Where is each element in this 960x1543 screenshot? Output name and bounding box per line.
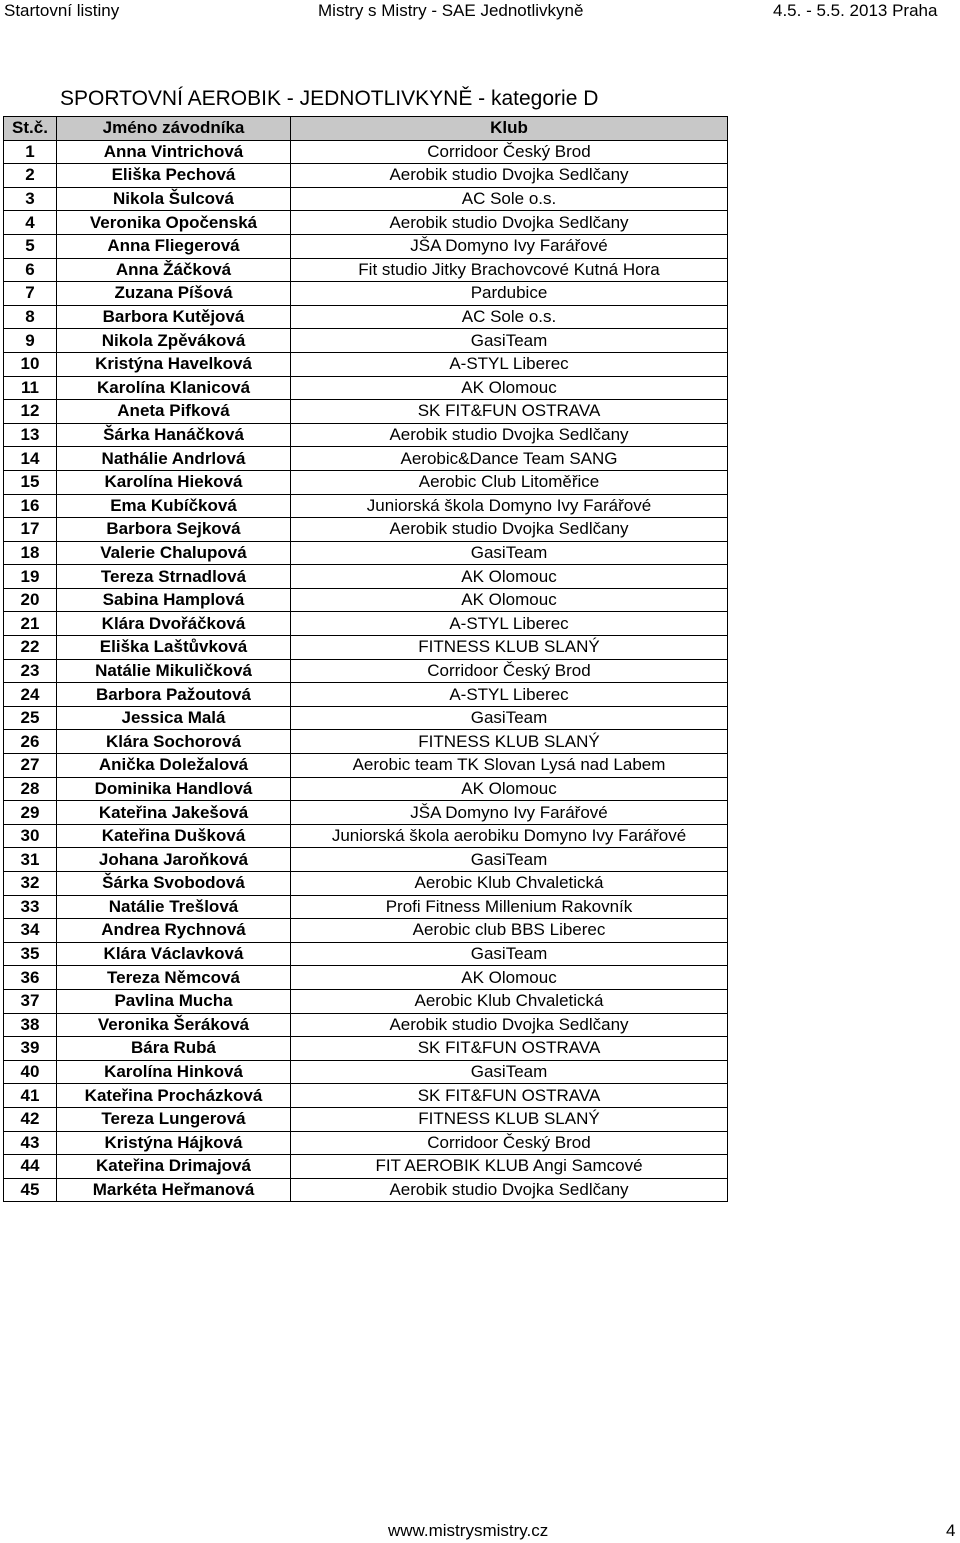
table-row	[4, 989, 728, 1013]
start-number-cell: 6	[4, 258, 57, 282]
table-row	[4, 588, 728, 612]
table-row	[4, 966, 728, 990]
start-number-cell: 29	[4, 801, 57, 825]
start-number-cell: 16	[4, 494, 57, 518]
table-row	[4, 447, 728, 471]
start-number-cell: 1	[4, 140, 57, 164]
club-cell: Corridoor Český Brod	[291, 140, 728, 164]
club-cell: JŠA Domyno Ivy Farářové	[291, 234, 728, 258]
competitor-name-cell: Nathálie Andrlová	[57, 447, 291, 471]
start-number-cell: 44	[4, 1155, 57, 1179]
table-row	[4, 824, 728, 848]
table-row	[4, 1084, 728, 1108]
club-cell: GasiTeam	[291, 329, 728, 353]
start-number-cell: 45	[4, 1178, 57, 1202]
club-cell: A-STYL Liberec	[291, 352, 728, 376]
competitor-name-cell: Bára Rubá	[57, 1037, 291, 1061]
club-cell: FITNESS KLUB SLANÝ	[291, 1107, 728, 1131]
start-number-cell: 41	[4, 1084, 57, 1108]
table-row	[4, 164, 728, 188]
table-row	[4, 1131, 728, 1155]
start-number-cell: 21	[4, 612, 57, 636]
club-cell: Pardubice	[291, 282, 728, 306]
table-row	[4, 1155, 728, 1179]
club-cell: Aerobic club BBS Liberec	[291, 919, 728, 943]
competitor-name-cell: Dominika Handlová	[57, 777, 291, 801]
club-cell: Juniorská škola Domyno Ivy Farářové	[291, 494, 728, 518]
competitor-name-cell: Kateřina Drimajová	[57, 1155, 291, 1179]
club-cell: SK FIT&FUN OSTRAVA	[291, 1084, 728, 1108]
competitor-name-cell: Anna Vintrichová	[57, 140, 291, 164]
table-row	[4, 518, 728, 542]
start-number-cell: 8	[4, 305, 57, 329]
table-row	[4, 1107, 728, 1131]
start-number-cell: 24	[4, 683, 57, 707]
competitor-name-cell: Markéta Heřmanová	[57, 1178, 291, 1202]
column-header-start-number: St.č.	[4, 117, 57, 141]
start-number-cell: 4	[4, 211, 57, 235]
club-cell: AC Sole o.s.	[291, 305, 728, 329]
header-event-name: Mistry s Mistry - SAE Jednotlivkyně	[318, 1, 584, 20]
club-cell: GasiTeam	[291, 541, 728, 565]
club-cell: Aerobic Klub Chvaletická	[291, 989, 728, 1013]
start-number-cell: 23	[4, 659, 57, 683]
competitor-name-cell: Valerie Chalupová	[57, 541, 291, 565]
competitor-name-cell: Kristýna Havelková	[57, 352, 291, 376]
competitor-name-cell: Natálie Mikuličková	[57, 659, 291, 683]
table-row	[4, 329, 728, 353]
competitor-name-cell: Šárka Svobodová	[57, 872, 291, 896]
table-row	[4, 305, 728, 329]
table-row	[4, 1178, 728, 1202]
club-cell: Aerobic&Dance Team SANG	[291, 447, 728, 471]
table-row	[4, 612, 728, 636]
club-cell: Corridoor Český Brod	[291, 1131, 728, 1155]
start-number-cell: 33	[4, 895, 57, 919]
competitor-name-cell: Veronika Opočenská	[57, 211, 291, 235]
competitor-name-cell: Sabina Hamplová	[57, 588, 291, 612]
competitor-name-cell: Barbora Pažoutová	[57, 683, 291, 707]
page-header	[0, 0, 960, 22]
table-row	[4, 1013, 728, 1037]
start-number-cell: 3	[4, 187, 57, 211]
club-cell: Aerobik studio Dvojka Sedlčany	[291, 164, 728, 188]
start-number-cell: 35	[4, 942, 57, 966]
start-number-cell: 12	[4, 400, 57, 424]
club-cell: Profi Fitness Millenium Rakovník	[291, 895, 728, 919]
club-cell: A-STYL Liberec	[291, 612, 728, 636]
club-cell: AK Olomouc	[291, 966, 728, 990]
club-cell: Aerobik studio Dvojka Sedlčany	[291, 518, 728, 542]
competitor-name-cell: Karolína Hinková	[57, 1060, 291, 1084]
start-number-cell: 7	[4, 282, 57, 306]
competitor-name-cell: Eliška Pechová	[57, 164, 291, 188]
start-number-cell: 20	[4, 588, 57, 612]
start-number-cell: 32	[4, 872, 57, 896]
table-row	[4, 777, 728, 801]
club-cell: JŠA Domyno Ivy Farářové	[291, 801, 728, 825]
footer-page-number: 4	[946, 1521, 956, 1540]
competitor-name-cell: Jessica Malá	[57, 706, 291, 730]
competitor-name-cell: Barbora Kutějová	[57, 305, 291, 329]
table-row	[4, 541, 728, 565]
start-number-cell: 13	[4, 423, 57, 447]
table-row	[4, 140, 728, 164]
club-cell: SK FIT&FUN OSTRAVA	[291, 1037, 728, 1061]
club-cell: Aerobik studio Dvojka Sedlčany	[291, 211, 728, 235]
club-cell: Aerobik studio Dvojka Sedlčany	[291, 1178, 728, 1202]
page-title: SPORTOVNÍ AEROBIK - JEDNOTLIVKYNĚ - kategorie D	[60, 87, 599, 110]
table-row	[4, 470, 728, 494]
club-cell: Aerobic team TK Slovan Lysá nad Labem	[291, 754, 728, 778]
table-row	[4, 282, 728, 306]
start-number-cell: 5	[4, 234, 57, 258]
competitor-name-cell: Tereza Strnadlová	[57, 565, 291, 589]
club-cell: GasiTeam	[291, 1060, 728, 1084]
club-cell: AK Olomouc	[291, 376, 728, 400]
start-number-cell: 38	[4, 1013, 57, 1037]
start-number-cell: 39	[4, 1037, 57, 1061]
table-row	[4, 659, 728, 683]
start-number-cell: 9	[4, 329, 57, 353]
start-number-cell: 25	[4, 706, 57, 730]
competitor-name-cell: Aneta Pifková	[57, 400, 291, 424]
club-cell: Aerobic Club Litoměřice	[291, 470, 728, 494]
start-number-cell: 30	[4, 824, 57, 848]
table-row	[4, 848, 728, 872]
club-cell: FITNESS KLUB SLANÝ	[291, 636, 728, 660]
club-cell: Aerobik studio Dvojka Sedlčany	[291, 1013, 728, 1037]
club-cell: FIT AEROBIK KLUB Angi Samcové	[291, 1155, 728, 1179]
club-cell: AK Olomouc	[291, 588, 728, 612]
competitor-name-cell: Nikola Šulcová	[57, 187, 291, 211]
competitor-name-cell: Tereza Němcová	[57, 966, 291, 990]
table-row	[4, 234, 728, 258]
start-number-cell: 14	[4, 447, 57, 471]
competitor-name-cell: Zuzana Píšová	[57, 282, 291, 306]
club-cell: Fit studio Jitky Brachovcové Kutná Hora	[291, 258, 728, 282]
club-cell: AK Olomouc	[291, 777, 728, 801]
club-cell: GasiTeam	[291, 706, 728, 730]
start-number-cell: 2	[4, 164, 57, 188]
table-row	[4, 683, 728, 707]
footer-website: www.mistrysmistry.cz	[388, 1521, 549, 1540]
competitor-name-cell: Pavlina Mucha	[57, 989, 291, 1013]
competitor-name-cell: Eliška Laštůvková	[57, 636, 291, 660]
club-cell: Juniorská škola aerobiku Domyno Ivy Farářové	[291, 824, 728, 848]
table-row	[4, 211, 728, 235]
competitor-name-cell: Ema Kubíčková	[57, 494, 291, 518]
competitor-name-cell: Klára Václavková	[57, 942, 291, 966]
start-number-cell: 27	[4, 754, 57, 778]
club-cell: Corridoor Český Brod	[291, 659, 728, 683]
competitor-name-cell: Klára Dvořáčková	[57, 612, 291, 636]
competitor-name-cell: Klára Sochorová	[57, 730, 291, 754]
header-section-title: Startovní listiny	[4, 1, 120, 20]
competitor-name-cell: Kateřina Jakešová	[57, 801, 291, 825]
table-body	[4, 140, 728, 1202]
table-row	[4, 258, 728, 282]
competitor-name-cell: Johana Jaroňková	[57, 848, 291, 872]
start-number-cell: 28	[4, 777, 57, 801]
table-row	[4, 801, 728, 825]
competitor-name-cell: Veronika Šeráková	[57, 1013, 291, 1037]
table-row	[4, 1060, 728, 1084]
table-row	[4, 423, 728, 447]
club-cell: Aerobic Klub Chvaletická	[291, 872, 728, 896]
competitor-name-cell: Anna Žáčková	[57, 258, 291, 282]
table-row	[4, 376, 728, 400]
table-row	[4, 895, 728, 919]
start-number-cell: 18	[4, 541, 57, 565]
start-number-cell: 42	[4, 1107, 57, 1131]
table-row	[4, 872, 728, 896]
start-number-cell: 10	[4, 352, 57, 376]
start-number-cell: 17	[4, 518, 57, 542]
club-cell: A-STYL Liberec	[291, 683, 728, 707]
start-list-table	[3, 116, 728, 1202]
table-header-row	[4, 117, 728, 141]
competitor-name-cell: Anička Doležalová	[57, 754, 291, 778]
start-number-cell: 37	[4, 989, 57, 1013]
competitor-name-cell: Andrea Rychnová	[57, 919, 291, 943]
start-number-cell: 40	[4, 1060, 57, 1084]
table-row	[4, 400, 728, 424]
club-cell: AK Olomouc	[291, 565, 728, 589]
club-cell: FITNESS KLUB SLANÝ	[291, 730, 728, 754]
table-row	[4, 187, 728, 211]
competitor-name-cell: Kateřina Procházková	[57, 1084, 291, 1108]
header-date-place: 4.5. - 5.5. 2013 Praha	[773, 1, 938, 20]
start-number-cell: 36	[4, 966, 57, 990]
table-row	[4, 1037, 728, 1061]
competitor-name-cell: Kateřina Dušková	[57, 824, 291, 848]
table-row	[4, 919, 728, 943]
table-row	[4, 706, 728, 730]
club-cell: AC Sole o.s.	[291, 187, 728, 211]
column-header-club: Klub	[291, 117, 728, 141]
start-number-cell: 22	[4, 636, 57, 660]
start-number-cell: 31	[4, 848, 57, 872]
table-row	[4, 494, 728, 518]
start-number-cell: 15	[4, 470, 57, 494]
table-row	[4, 942, 728, 966]
start-number-cell: 43	[4, 1131, 57, 1155]
competitor-name-cell: Kristýna Hájková	[57, 1131, 291, 1155]
club-cell: GasiTeam	[291, 848, 728, 872]
competitor-name-cell: Šárka Hanáčková	[57, 423, 291, 447]
start-number-cell: 26	[4, 730, 57, 754]
table-row	[4, 636, 728, 660]
table-row	[4, 352, 728, 376]
start-number-cell: 34	[4, 919, 57, 943]
competitor-name-cell: Barbora Sejková	[57, 518, 291, 542]
competitor-name-cell: Karolína Klanicová	[57, 376, 291, 400]
club-cell: GasiTeam	[291, 942, 728, 966]
competitor-name-cell: Anna Fliegerová	[57, 234, 291, 258]
competitor-name-cell: Natálie Trešlová	[57, 895, 291, 919]
club-cell: Aerobik studio Dvojka Sedlčany	[291, 423, 728, 447]
table-row	[4, 565, 728, 589]
club-cell: SK FIT&FUN OSTRAVA	[291, 400, 728, 424]
competitor-name-cell: Nikola Zpěváková	[57, 329, 291, 353]
start-number-cell: 11	[4, 376, 57, 400]
competitor-name-cell: Karolína Hieková	[57, 470, 291, 494]
start-number-cell: 19	[4, 565, 57, 589]
competitor-name-cell: Tereza Lungerová	[57, 1107, 291, 1131]
column-header-competitor-name: Jméno závodníka	[57, 117, 291, 141]
table-row	[4, 754, 728, 778]
table-row	[4, 730, 728, 754]
